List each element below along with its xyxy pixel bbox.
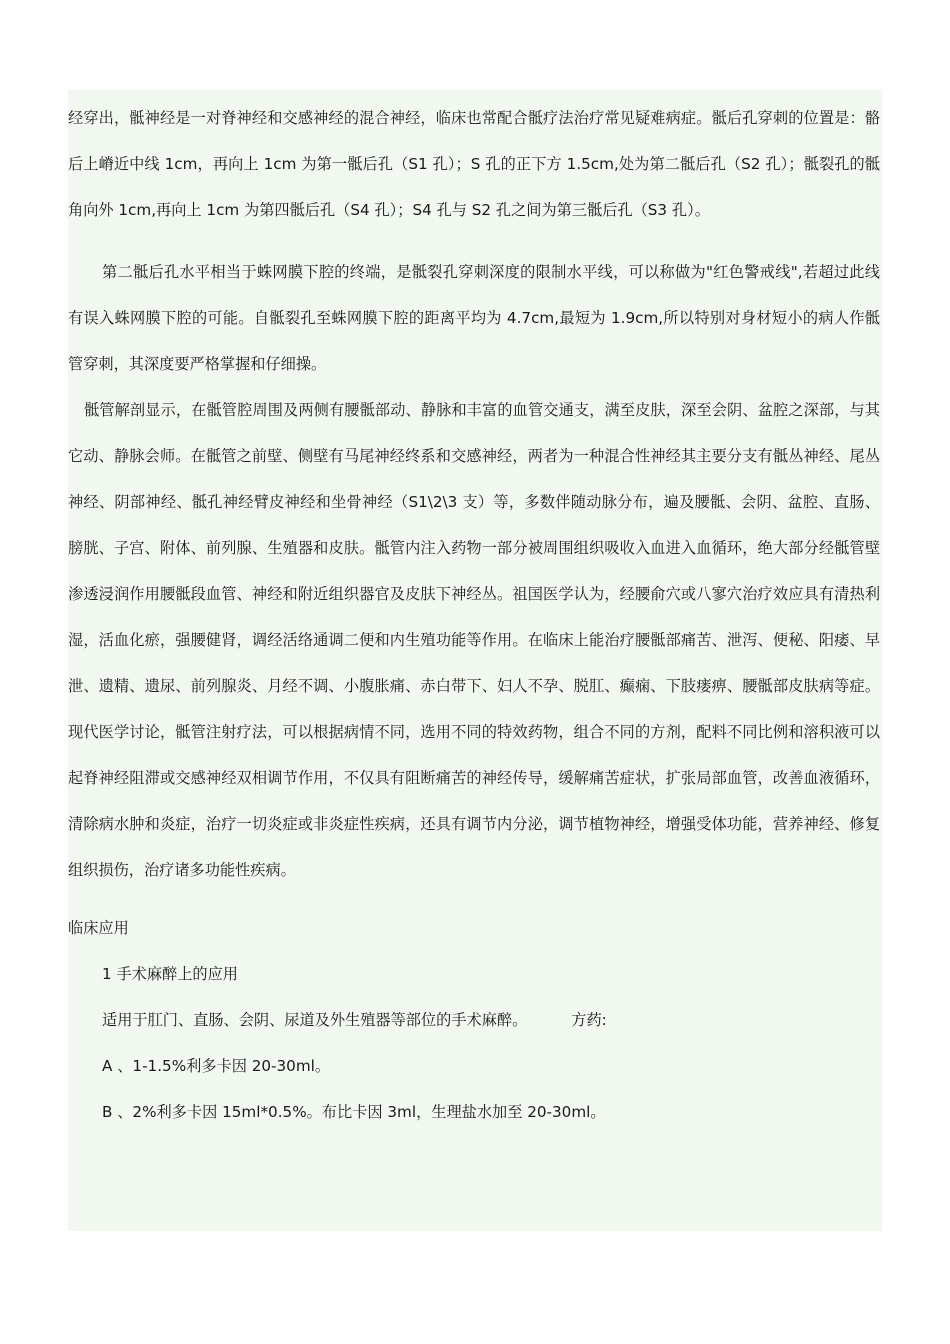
paragraph-sacral-anatomy: 骶管解剖显示，在骶管腔周围及两侧有腰骶部动、静脉和丰富的血管交通支，满至皮肤，深至会阴、盆腔之深部，与其它动、静脉会师。在骶管之前壁、侧壁有马尾神经终系和交感神经，两者为一种混合性神经其主要分支有骶丛神经、尾丛神经、阴部神经、骶孔神经臂皮神经和坐骨神经（S1\2\3 支）等，多数伴随动脉分布，遍及腰骶、会阴、盆腔、直肠、膀胱、子宫、附体、前列腺、生殖器和皮肤。骶管内注入药物一部分被周围组织吸收入血进入血循环，绝大部分经骶管壁渗透浸润作用腰骶段血管、神经和附近组织器官及皮肤下神经丛。祖国医学认为，经腰俞穴或八寥穴治疗效应具有清热利湿，活血化瘀，强腰健肾，调经活络通调二便和内生殖功能等作用。在临床上能治疗腰骶部痛苦、泄泻、便秘、阳痿、早泄、遗精、遗尿、前列腺炎、月经不调、小腹胀痛、赤白带下、妇人不孕、脱肛、癫痫、下肢瘘痹、腰骶部皮肤病等症。现代医学讨论，骶管注射疗法，可以根据病情不同，选用不同的特效药物，组合不同的方剂，配料不同比例和溶积液可以起脊神经阻滞或交感神经双相调节作用，不仅具有阻断痛苦的神经传导，缓解痛苦症状，扩张局部血管，改善血液循环，清除病水肿和炎症，治疗一切炎症或非炎症性疾病，还具有调节内分泌，调节植物神经，增强受体功能，营养神经、修复组织损伤，治疗诸多功能性疾病。 [68, 401, 880, 879]
paragraph-sacral-foramen-position: 经穿出，骶神经是一对脊神经和交感神经的混合神经，临床也常配合骶疗法治疗常见疑难病症。骶后孔穿刺的位置是：骼后上嵴近中线 1cm，再向上 1cm 为第一骶后孔（S1 孔）；S 孔的正下方 1.5cm,处为第二骶后孔（S2 孔）；骶裂孔的骶角向外 1cm,再向上 1cm 为第四骶后孔（S4 孔）；S4 孔与 S2 孔之间为第三骶后孔（S3 孔）。 [68, 109, 880, 219]
usage-text: 适用于肛门、直肠、会阴、尿道及外生殖器等部位的手术麻醉。 [102, 1011, 528, 1029]
usage-line [68, 997, 880, 1043]
subsection-title-anesthesia: 1 手术麻醉上的应用 [102, 965, 238, 983]
prescription-label: 方药: [571, 1011, 607, 1029]
document-body [68, 95, 880, 1135]
option-b: B 、2%利多卡因 15ml*0.5%。布比卡因 3ml，生理盐水加至 20-30ml。 [102, 1103, 606, 1121]
paragraph-red-warning-line: 第二骶后孔水平相当于蛛网膜下腔的终端，是骶裂孔穿刺深度的限制水平线，可以称做为"红色警戒线",若超过此线有误入蛛网膜下腔的可能。自骶裂孔至蛛网膜下腔的距离平均为 4.7cm,最短为 1.9cm,所以特别对身材短小的病人作骶管穿刺，其深度要严格掌握和仔细操。 [68, 263, 880, 373]
section-heading-clinical-application: 临床应用 [68, 919, 129, 937]
option-a: A 、1-1.5%利多卡因 20-30ml。 [102, 1057, 331, 1075]
